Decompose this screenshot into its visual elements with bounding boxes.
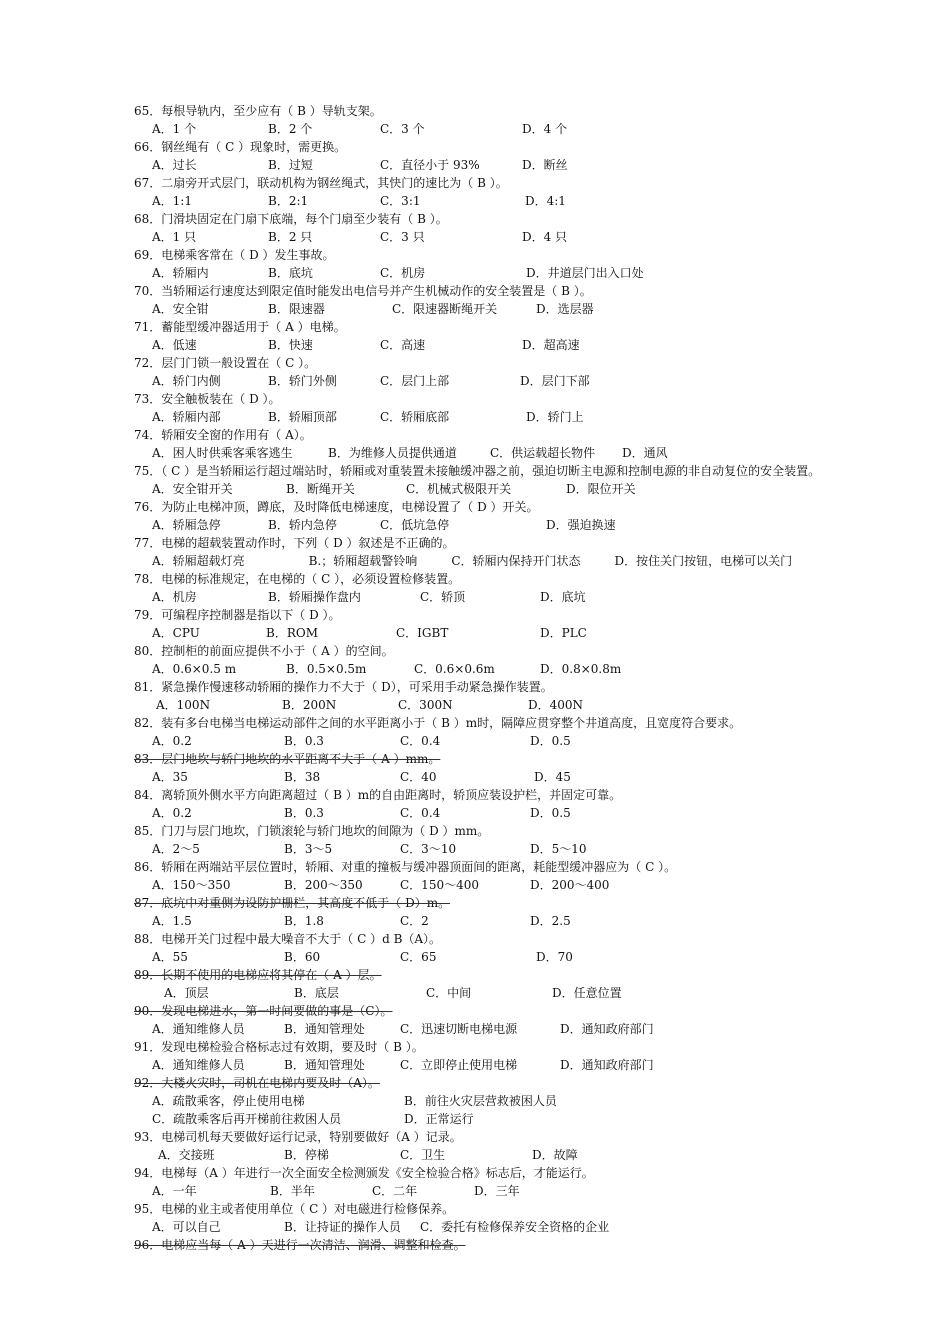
- answer-option: C．低坑急停: [380, 518, 450, 532]
- answer-option: C．机械式极限开关: [406, 482, 512, 496]
- answer-option: D．0.8×0.8m: [540, 662, 622, 676]
- options-row: [134, 372, 886, 390]
- answer-option: D．2.5: [530, 914, 571, 928]
- question-text: 86．轿厢在两端站平层位置时，轿厢、对重的撞板与缓冲器顶面间的距离，耗能型缓冲器应为（ C ）。: [134, 860, 677, 874]
- options-row: [134, 228, 886, 246]
- options-row: [134, 1092, 886, 1110]
- answer-option: B．底坑: [268, 266, 313, 280]
- answer-option: C．机房: [380, 266, 426, 280]
- answer-option: C．轿厢内保持开门状态: [451, 554, 581, 568]
- answer-option: C．直径小于 93%: [380, 158, 480, 172]
- answer-option: C．中间: [426, 986, 472, 1000]
- answer-option: D．0.5: [530, 734, 571, 748]
- answer-option: B．底层: [294, 986, 339, 1000]
- answer-option: A．低速: [152, 338, 197, 352]
- question-text: 77．电梯的超载装置动作时，下列（ D ）叙述是不正确的。: [134, 536, 455, 550]
- answer-option: A．2～5: [152, 842, 200, 856]
- answer-option: A．1 个: [152, 122, 197, 136]
- question-text: 76．为防止电梯冲顶，蹲底，及时降低电梯速度，电梯设置了（ D ）开关。: [134, 500, 539, 514]
- question-text: 72．层门门锁一般设置在（ C ）。: [134, 356, 317, 370]
- answer-option: A．55: [152, 950, 188, 964]
- answer-option: A．交接班: [158, 1148, 215, 1162]
- options-row: [134, 1146, 886, 1164]
- answer-option: D．三年: [474, 1184, 520, 1198]
- answer-option: B.；轿厢超载警铃响: [308, 554, 418, 568]
- answer-option: A．顶层: [164, 986, 209, 1000]
- answer-option: A．困人时供乘客乘客逃生: [152, 446, 293, 460]
- question-text: 95．电梯的业主或者使用单位（ C ）对电磁进行检修保养。: [134, 1202, 455, 1216]
- answer-option: B．轿厢操作盘内: [268, 590, 361, 604]
- answer-option: B．半年: [270, 1184, 315, 1198]
- options-row: [134, 444, 886, 462]
- options-row: [134, 588, 886, 606]
- answer-option: D．70: [536, 950, 573, 964]
- answer-option: A．150～350: [152, 878, 231, 892]
- answer-option: D．4:1: [525, 194, 566, 208]
- answer-option: A．轿门内侧: [152, 374, 221, 388]
- answer-option: C．3 个: [380, 122, 425, 136]
- answer-option: A．0.6×0.5 m: [152, 662, 237, 676]
- question-text: 90．发现电梯进水，第一时间要做的事是（C）。: [134, 1004, 393, 1018]
- answer-option: B．200～350: [284, 878, 363, 892]
- answer-option: C．轿顶: [420, 590, 466, 604]
- options-row: [134, 804, 886, 822]
- answer-option: B．2 个: [268, 122, 313, 136]
- question-text: 96．电梯应当每（ A ）天进行一次清洁、润滑、调整和检查。: [134, 1238, 466, 1252]
- answer-option: A．轿厢超载灯亮: [152, 554, 245, 568]
- options-row: [134, 120, 886, 138]
- options-row: [134, 660, 886, 678]
- answer-option: B．60: [284, 950, 321, 964]
- answer-option: D．通知政府部门: [560, 1058, 654, 1072]
- options-row: [134, 480, 886, 498]
- question-text: 75．（ C ）是当轿厢运行超过端站时，轿厢或对重装置未接触缓冲器之前，强迫切断主电源和控制电源的非自动复位的安全装置。: [134, 464, 821, 478]
- answer-option: D．限位开关: [566, 482, 636, 496]
- answer-option: B．3～5: [284, 842, 333, 856]
- answer-option: C．300N: [398, 698, 453, 712]
- answer-option: B．2:1: [268, 194, 309, 208]
- answer-option: A．轿厢内部: [152, 410, 221, 424]
- options-row: [134, 156, 886, 174]
- answer-option: A．通知维修人员: [152, 1058, 245, 1072]
- question-text: 94．电梯每（A ）年进行一次全面安全检测颁发《安全检验合格》标志后，才能运行。: [134, 1166, 594, 1180]
- question-text: 79．可编程序控制器是指以下（ D ）。: [134, 608, 341, 622]
- question-text: 80．控制柜的前面应提供不小于（ A ）的空间。: [134, 644, 394, 658]
- answer-option: A．机房: [152, 590, 197, 604]
- options-row: [134, 552, 886, 570]
- question-text: 74．轿厢安全窗的作用有（ A）。: [134, 428, 312, 442]
- answer-option: B．ROM: [266, 626, 318, 640]
- answer-option: C．40: [400, 770, 437, 784]
- answer-option: C．限速器断绳开关: [392, 302, 498, 316]
- answer-option: B．0.5×0.5m: [286, 662, 367, 676]
- answer-option: B．200N: [282, 698, 337, 712]
- answer-option: A．疏散乘客，停止使用电梯: [152, 1094, 305, 1108]
- answer-option: A．CPU: [152, 626, 200, 640]
- question-text: 73．安全触板装在（ D ）。: [134, 392, 281, 406]
- answer-option: A．轿厢内: [152, 266, 209, 280]
- answer-option: A．1:1: [152, 194, 192, 208]
- options-row: [134, 876, 886, 894]
- options-row: [134, 516, 886, 534]
- answer-option: B．1.8: [284, 914, 324, 928]
- answer-option: D．强迫换速: [546, 518, 616, 532]
- question-text: 87．底坑中对重侧为设防护栅栏，其高度不低于（ D）m。: [134, 896, 451, 910]
- answer-option: B．轿内急停: [268, 518, 337, 532]
- answer-option: C．二年: [372, 1184, 418, 1198]
- options-row: [134, 264, 886, 282]
- answer-option: A．0.2: [152, 806, 192, 820]
- answer-option: C．2: [400, 914, 429, 928]
- question-text: 92．大楼火灾时，司机在电梯内要及时（A）。: [134, 1076, 380, 1090]
- answer-option: C．供运载超长物件: [490, 446, 596, 460]
- answer-option: C．150～400: [400, 878, 479, 892]
- answer-option: B．快速: [268, 338, 313, 352]
- answer-option: D．通知政府部门: [560, 1022, 654, 1036]
- options-row: [134, 912, 886, 930]
- answer-option: C．0.6×0.6m: [414, 662, 495, 676]
- answer-option: C．3～10: [400, 842, 457, 856]
- answer-option: D．井道层门出入口处: [526, 266, 644, 280]
- answer-option: C．轿厢底部: [380, 410, 450, 424]
- answer-option: D．轿门上: [526, 410, 584, 424]
- answer-option: C．高速: [380, 338, 426, 352]
- options-row: [134, 1056, 886, 1074]
- answer-option: B．轿厢顶部: [268, 410, 337, 424]
- answer-option: C．迅速切断电梯电源: [400, 1022, 518, 1036]
- answer-option: B．0.3: [284, 806, 324, 820]
- answer-option: D．通风: [622, 446, 668, 460]
- answer-option: D．200～400: [530, 878, 610, 892]
- answer-option: B．通知管理处: [284, 1022, 365, 1036]
- answer-option: C．3:1: [380, 194, 421, 208]
- options-row: [134, 1020, 886, 1038]
- options-row: [134, 300, 886, 318]
- options-row: [134, 192, 886, 210]
- options-row: [134, 408, 886, 426]
- answer-option: A．1.5: [152, 914, 192, 928]
- answer-option: D．5～10: [530, 842, 587, 856]
- answer-option: D．0.5: [530, 806, 571, 820]
- answer-option: B．停梯: [284, 1148, 329, 1162]
- options-row: [134, 1218, 886, 1236]
- question-text: 65．每根导轨内，至少应有（ B ）导轨支架。: [134, 104, 382, 118]
- question-list: [134, 102, 886, 1254]
- answer-option: D．45: [534, 770, 571, 784]
- answer-option: B．38: [284, 770, 321, 784]
- options-row: [134, 840, 886, 858]
- options-row: [134, 732, 886, 750]
- answer-option: D．4 个: [522, 122, 568, 136]
- options-row: [134, 336, 886, 354]
- answer-option: A．100N: [156, 698, 211, 712]
- answer-option: C．立即停止使用电梯: [400, 1058, 518, 1072]
- answer-option: A．35: [152, 770, 188, 784]
- answer-option: A．1 只: [152, 230, 197, 244]
- answer-option: B．0.3: [284, 734, 324, 748]
- answer-option: B．通知管理处: [284, 1058, 365, 1072]
- answer-option: A．安全钳开关: [152, 482, 233, 496]
- answer-option: C．0.4: [400, 806, 441, 820]
- answer-option: D．底坑: [540, 590, 586, 604]
- answer-option: A．轿厢急停: [152, 518, 221, 532]
- answer-option: A．可以自己: [152, 1220, 221, 1234]
- answer-option: D．正常运行: [404, 1112, 474, 1126]
- answer-option: A．一年: [152, 1184, 197, 1198]
- answer-option: C．卫生: [400, 1148, 446, 1162]
- options-row: [134, 984, 886, 1002]
- answer-option: D．层门下部: [520, 374, 590, 388]
- answer-option: C．0.4: [400, 734, 441, 748]
- question-text: 67．二扇旁开式层门，联动机构为钢丝绳式，其快门的速比为（ B ）。: [134, 176, 508, 190]
- question-text: 81．紧急操作慢速移动轿厢的操作力不大于（ D），可采用手动紧急操作装置。: [134, 680, 553, 694]
- question-text: 91．发现电梯检验合格标志过有效期，要及时（ B ）。: [134, 1040, 424, 1054]
- answer-option: D．超高速: [522, 338, 580, 352]
- answer-option: D．400N: [528, 698, 584, 712]
- answer-option: B．2 只: [268, 230, 313, 244]
- answer-option: A．通知维修人员: [152, 1022, 245, 1036]
- answer-option: D．选层器: [536, 302, 594, 316]
- answer-option: D．按住关门按钮，电梯可以关门: [614, 554, 793, 568]
- answer-option: B．前往火灾层营救被困人员: [404, 1094, 557, 1108]
- question-text: 70．当轿厢运行速度达到限定值时能发出电信号并产生机械动作的安全装置是（ B ）。: [134, 284, 592, 298]
- question-text: 78．电梯的标准规定，在电梯的（ C ），必须设置检修装置。: [134, 572, 461, 586]
- answer-option: C．3 只: [380, 230, 425, 244]
- answer-option: D．任意位置: [552, 986, 622, 1000]
- options-row: [134, 768, 886, 786]
- answer-option: A．0.2: [152, 734, 192, 748]
- question-text: 83．层门地坎与轿门地坎的水平距离不大于（ A ）mm。: [134, 752, 441, 766]
- answer-option: B．让持证的操作人员: [284, 1220, 401, 1234]
- answer-option: D．PLC: [540, 626, 587, 640]
- answer-option: D．断丝: [522, 158, 568, 172]
- answer-option: B．断绳开关: [286, 482, 355, 496]
- options-row: [134, 1110, 886, 1128]
- answer-option: C．层门上部: [380, 374, 450, 388]
- question-text: 71．蓄能型缓冲器适用于（ A ）电梯。: [134, 320, 346, 334]
- options-row: [134, 696, 886, 714]
- answer-option: D．4 只: [522, 230, 568, 244]
- question-text: 68．门滑块固定在门扇下底端，每个门扇至少装有（ B ）。: [134, 212, 448, 226]
- question-text: 89．长期不使用的电梯应将其停在（ A ）层。: [134, 968, 382, 982]
- question-text: 69．电梯乘客常在（ D ）发生事故。: [134, 248, 335, 262]
- question-text: 85．门刀与层门地坎，门锁滚轮与轿门地坎的间隙为（ D ）mm。: [134, 824, 490, 838]
- options-row: [134, 1182, 886, 1200]
- answer-option: A．安全钳: [152, 302, 209, 316]
- answer-option: B．过短: [268, 158, 313, 172]
- question-text: 84．离轿顶外侧水平方向距离超过（ B ）m的自由距离时，轿顶应装设护栏，并固定可靠。: [134, 788, 622, 802]
- answer-option: B．限速器: [268, 302, 325, 316]
- answer-option: C．IGBT: [396, 626, 449, 640]
- answer-option: B．为维修人员提供通道: [328, 446, 457, 460]
- options-row: [134, 948, 886, 966]
- question-text: 82．装有多台电梯当电梯运动部件之间的水平距离小于（ B ）m时，隔障应贯穿整个井道高度，且宽度符合要求。: [134, 716, 742, 730]
- answer-option: C．疏散乘客后再开梯前往救困人员: [152, 1112, 342, 1126]
- answer-option: C．65: [400, 950, 437, 964]
- answer-option: C．委托有检修保养安全资格的企业: [420, 1220, 610, 1234]
- question-text: 66．钢丝绳有（ C ）现象时，需更换。: [134, 140, 347, 154]
- answer-option: D．故障: [532, 1148, 578, 1162]
- answer-option: B．轿门外侧: [268, 374, 337, 388]
- options-row: [134, 624, 886, 642]
- question-text: 93．电梯司机每天要做好运行记录，特别要做好（A ）记录。: [134, 1130, 462, 1144]
- question-text: 88．电梯开关门过程中最大噪音不大于（ C ）d B（A）。: [134, 932, 442, 946]
- answer-option: A．过长: [152, 158, 197, 172]
